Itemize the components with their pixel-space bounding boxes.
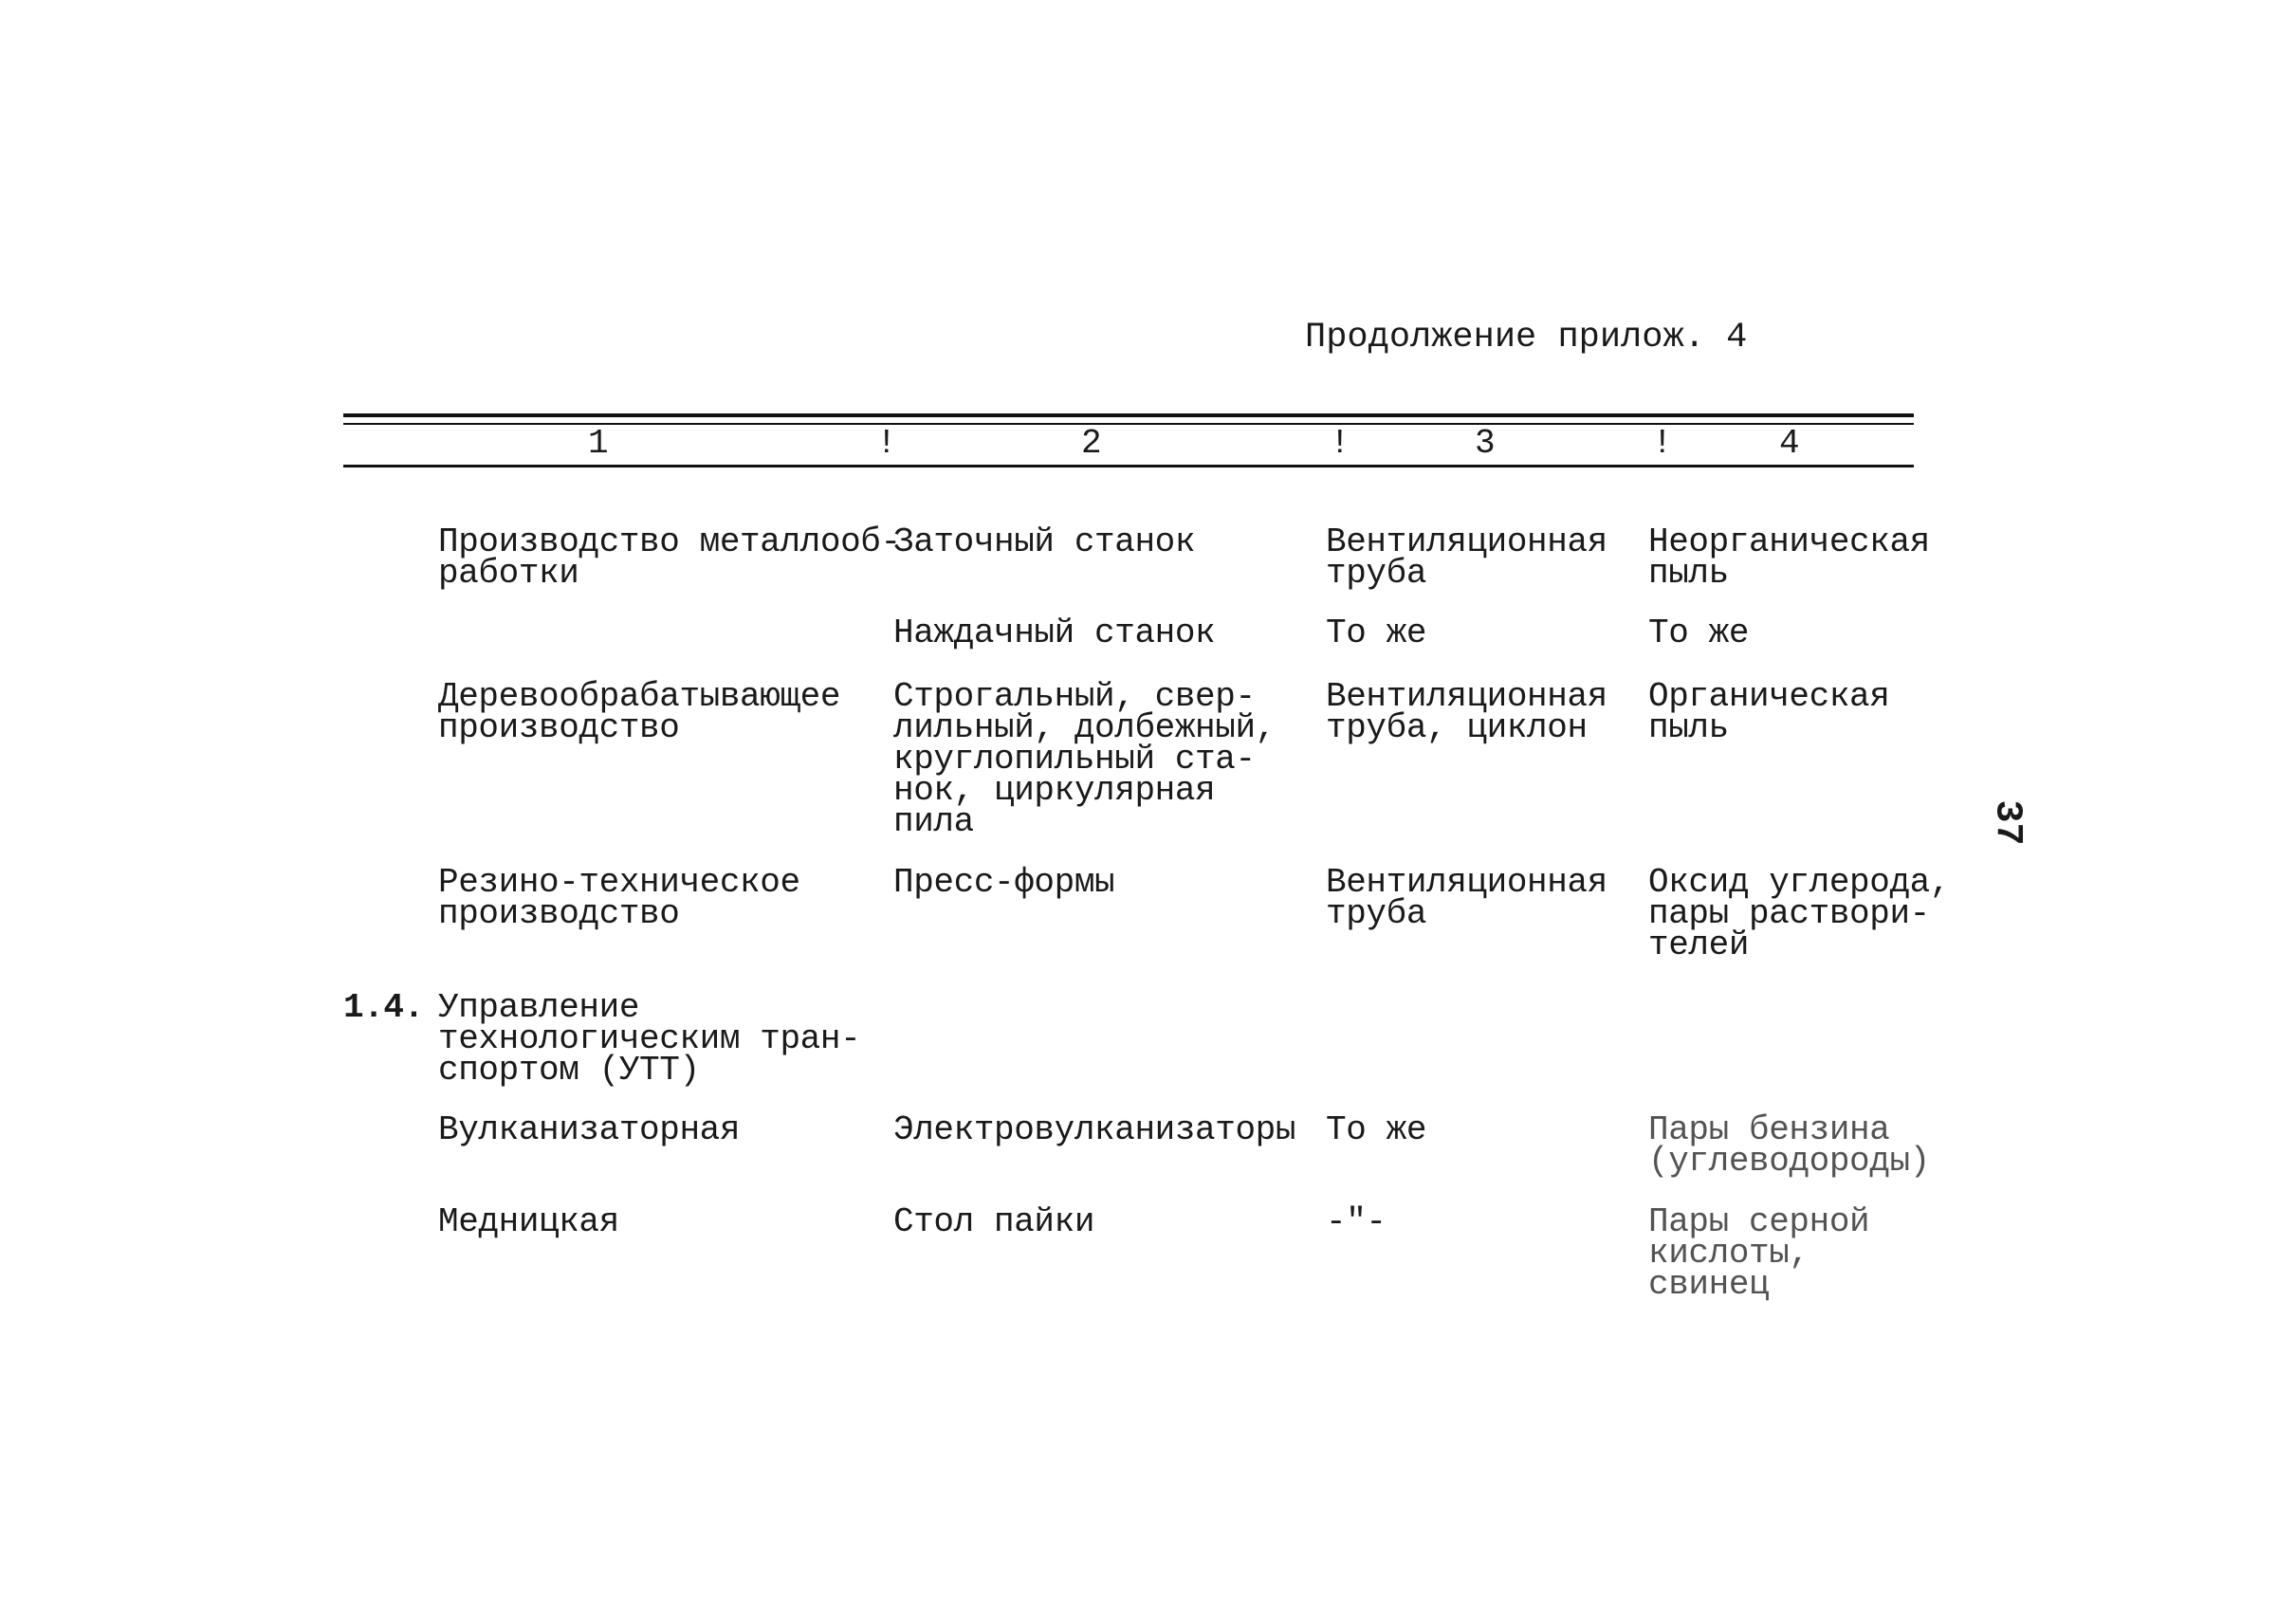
cell-pollutant: То же (1648, 614, 1750, 652)
cell-equipment: Электровулканизаторы (893, 1110, 1296, 1149)
cell-source: Вентиляционная труба (1326, 522, 1607, 593)
cell-production: Медницкая (438, 1202, 619, 1241)
cell-pollutant: Неорганическая пыль (1648, 522, 1930, 593)
table-header-rule (343, 465, 1914, 467)
page-number: 37 (1985, 799, 2029, 846)
section-number: 1.4. (343, 988, 424, 1027)
cell-production: Деревообрабатывающее производство (438, 677, 841, 747)
cell-source: То же (1326, 1110, 1427, 1149)
cell-equipment: Наждачный станок (893, 614, 1216, 652)
cell-production: Вулканизаторная (438, 1110, 741, 1149)
cell-pollutant: Пары бензина (углеводороды) (1648, 1110, 1930, 1181)
header-separator: ! (876, 424, 897, 463)
cell-pollutant: Пары серной кислоты, свинец (1648, 1202, 1870, 1304)
section-title: Управление технологическим тран- спортом (УТТ) (438, 988, 861, 1090)
cell-source: Вентиляционная труба, циклон (1326, 677, 1607, 747)
cell-source: То же (1326, 614, 1427, 652)
caption: Продолжение прилож. 4 (1305, 318, 1748, 357)
header-separator: ! (1652, 424, 1673, 463)
cell-equipment: Строгальный, свер- лильный, долбежный, круглопильный ста- нок, циркулярная пила (893, 677, 1276, 841)
cell-source: -"- (1326, 1202, 1387, 1241)
cell-equipment: Заточный станок (893, 522, 1196, 561)
table-top-rule (343, 413, 1914, 417)
cell-production: Производство металлооб- работки (438, 522, 901, 593)
cell-pollutant: Оксид углерода, пары раствори- телей (1648, 863, 1951, 964)
header-col-1: 1 (588, 424, 609, 463)
cell-pollutant: Органическая пыль (1648, 677, 1890, 747)
cell-source: Вентиляционная труба (1326, 863, 1607, 933)
header-col-3: 3 (1475, 424, 1496, 463)
header-col-4: 4 (1779, 424, 1800, 463)
cell-equipment: Стол пайки (893, 1202, 1095, 1241)
cell-production: Резино-техническое производство (438, 863, 800, 933)
header-separator: ! (1330, 424, 1350, 463)
table-top-rule-inner (343, 423, 1914, 425)
cell-equipment: Пресс-формы (893, 863, 1115, 902)
header-col-2: 2 (1081, 424, 1102, 463)
